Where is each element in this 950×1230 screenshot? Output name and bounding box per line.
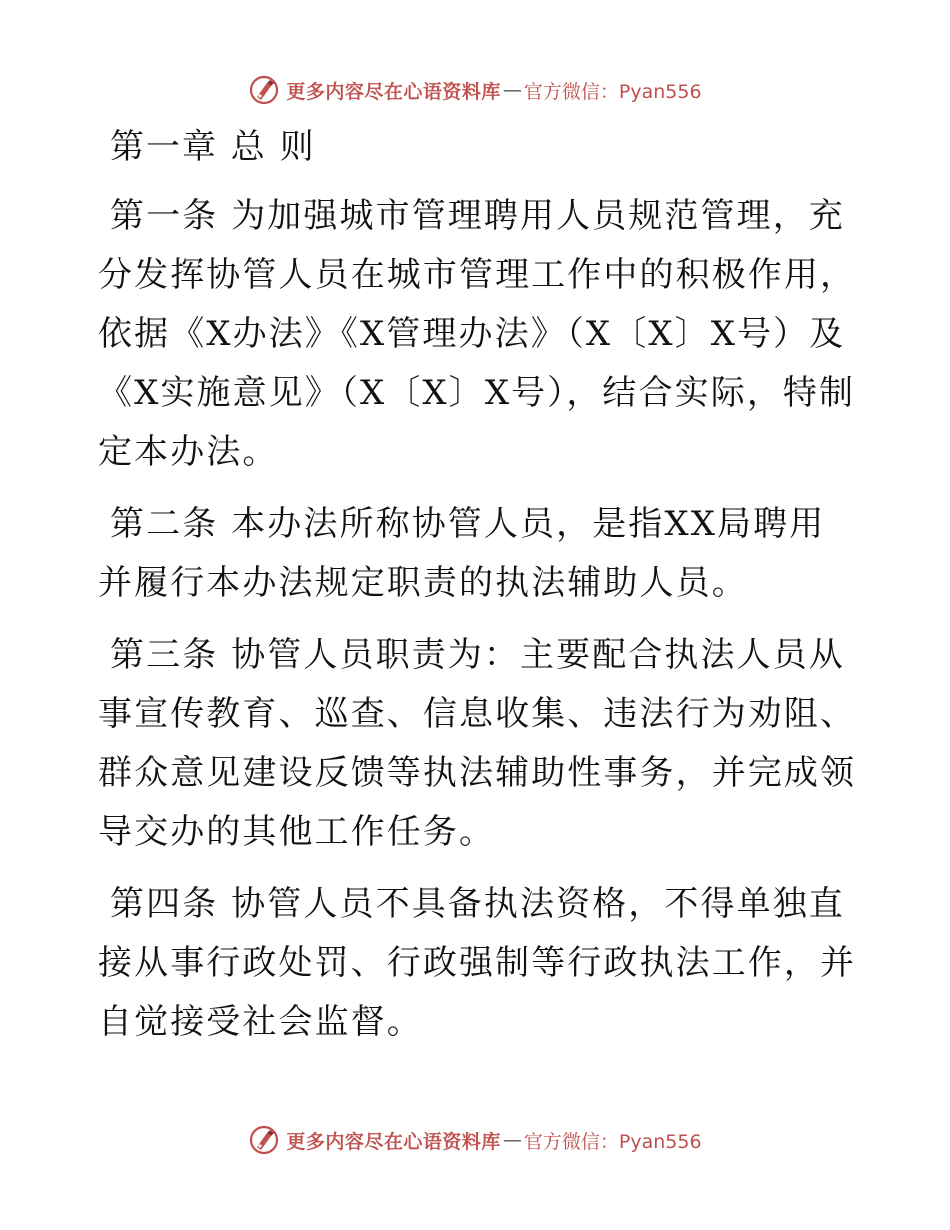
footer-watermark (0, 1122, 950, 1158)
watermark-separator: — (502, 79, 522, 101)
article-3: 第三条 协管人员职责为：主要配合执法人员从事宣传教育、巡查、信息收集、违法行为劝阻、群众意见建设反馈等执法辅助性事务，并完成领导交办的其他工作任务。 (98, 635, 857, 852)
chapter-title: 第一章 总 则 (110, 127, 316, 167)
watermark-contact-text: 官方微信：Pyan556 (523, 1130, 702, 1153)
header-watermark (0, 72, 950, 108)
watermark-main-text: 更多内容尽在心语资料库 (286, 1130, 501, 1153)
article-1: 第一条 为加强城市管理聘用人员规范管理，充分发挥协管人员在城市管理工作中的积极作用，依据《X办法》《X管理办法》（X〔X〕X号）及《X实施意见》（X〔X〕X号），结合实际，特制定本办法。 (98, 196, 857, 472)
watermark-separator: — (502, 1129, 522, 1151)
document-body (98, 118, 858, 1065)
pen-nib-logo-icon (248, 1124, 280, 1156)
watermark-main-text: 更多内容尽在心语资料库 (286, 80, 501, 103)
article-4: 第四条 协管人员不具备执法资格，不得单独直接从事行政处罚、行政强制等行政执法工作，并自觉接受社会监督。 (98, 884, 857, 1042)
pen-nib-logo-icon (248, 74, 280, 106)
article-2: 第二条 本办法所称协管人员，是指XX局聘用并履行本办法规定职责的执法辅助人员。 (98, 504, 826, 603)
watermark-contact-text: 官方微信：Pyan556 (523, 80, 702, 103)
